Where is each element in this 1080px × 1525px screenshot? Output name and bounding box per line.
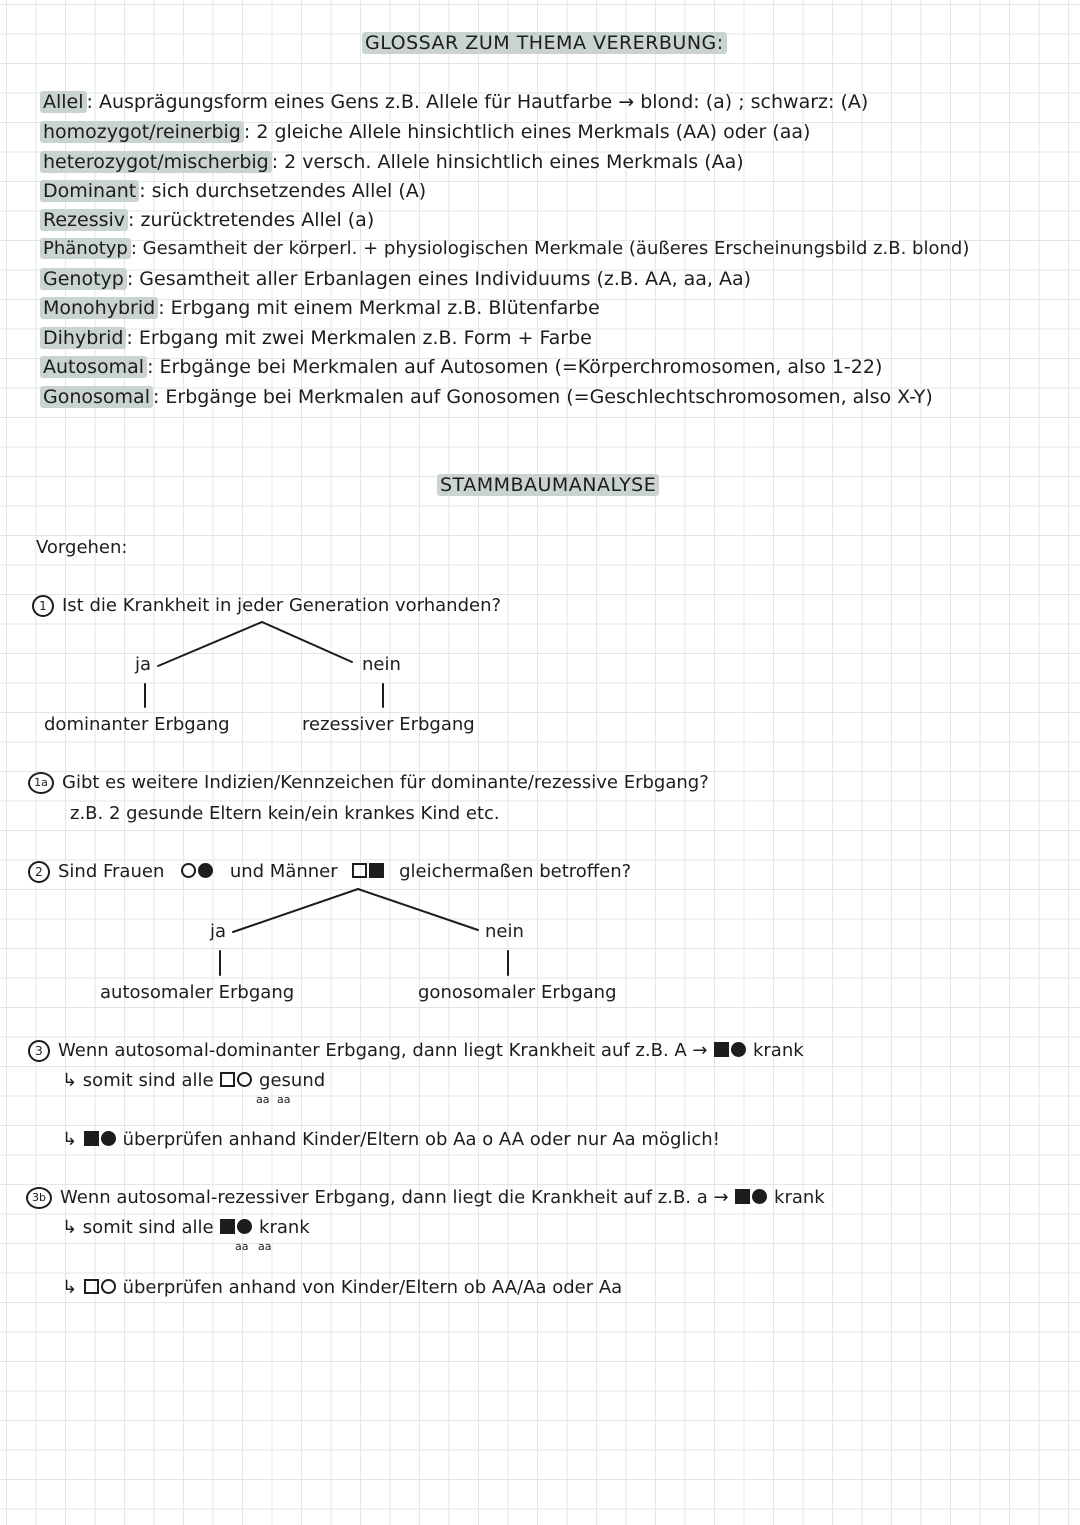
step3-line2: ↳ somit sind alle gesund — [62, 1070, 326, 1091]
glossary-def: Gesamtheit aller Erbanlagen eines Individuums (z.B. AA, aa, Aa) — [139, 268, 752, 290]
genotype-subscript: aa — [258, 1240, 272, 1253]
glossary-term: Rezessiv — [40, 209, 128, 231]
step-number-badge: 3b — [26, 1187, 52, 1209]
glossary-def: Ausprägungsform eines Gens z.B. Allele für Hautfarbe → blond: (a) ; schwarz: (A) — [98, 91, 869, 113]
male-symbols — [351, 861, 385, 882]
glossary-term: Phänotyp — [40, 238, 131, 259]
male-healthy-icon — [220, 1072, 235, 1087]
glossary-entry: Dihybrid : Erbgang mit zwei Merkmalen z.B. Form + Farbe — [40, 327, 592, 349]
female-symbols — [180, 861, 214, 882]
female-healthy-icon — [181, 863, 196, 878]
tree1-branch-yes — [158, 622, 262, 666]
tree2-branch-yes — [233, 889, 358, 932]
glossary-def: Erbgang mit zwei Merkmalen z.B. Form + Farbe — [138, 327, 592, 349]
glossary-def: zurücktretendes Allel (a) — [140, 209, 375, 231]
tree1-branch-no — [262, 622, 352, 662]
male-healthy-icon — [84, 1279, 99, 1294]
glossary-entry: Monohybrid : Erbgang mit einem Merkmal z.B. Blütenfarbe — [40, 297, 600, 319]
genotype-subscript: aa — [277, 1093, 291, 1106]
glossary-entry: Rezessiv : zurücktretendes Allel (a) — [40, 209, 374, 231]
tree2-branch-no — [358, 889, 478, 930]
step2-yes-result: autosomaler Erbgang — [100, 982, 295, 1003]
genotype-subscript: aa — [256, 1093, 270, 1106]
male-affected-icon — [220, 1219, 235, 1234]
glossary-term: Autosomal — [40, 356, 147, 378]
glossary-def: 2 versch. Allele hinsichtlich eines Merkmals (Aa) — [284, 151, 744, 173]
male-affected-icon — [714, 1042, 729, 1057]
female-affected-icon — [731, 1042, 746, 1057]
glossary-title: GLOSSAR ZUM THEMA VERERBUNG: — [362, 32, 727, 54]
male-affected-icon — [84, 1131, 99, 1146]
glossary-entry: Dominant : sich durchsetzendes Allel (A) — [40, 180, 426, 202]
analysis-intro: Vorgehen: — [36, 537, 128, 558]
female-affected-icon — [101, 1131, 116, 1146]
arrow-icon: ↳ — [62, 1277, 78, 1298]
male-affected-icon — [735, 1189, 750, 1204]
glossary-term: heterozygot/mischerbig — [40, 151, 272, 173]
affected-symbols — [219, 1217, 253, 1238]
step2-no-result: gonosomaler Erbgang — [418, 982, 617, 1003]
glossary-term: Monohybrid — [40, 297, 158, 319]
female-affected-icon — [198, 863, 213, 878]
step3b-line3: ↳ überprüfen anhand von Kinder/Eltern ob AA/Aa oder Aa — [62, 1277, 623, 1298]
glossary-def: Erbgänge bei Merkmalen auf Gonosomen (=Geschlechtschromosomen, also X-Y) — [165, 386, 933, 408]
step-number-badge: 2 — [28, 861, 50, 883]
glossary-entry: heterozygot/mischerbig : 2 versch. Allele hinsichtlich eines Merkmals (Aa) — [40, 151, 744, 173]
glossary-entry: homozygot/reinerbig : 2 gleiche Allele hinsichtlich eines Merkmals (AA) oder (aa) — [40, 121, 810, 143]
female-affected-icon — [752, 1189, 767, 1204]
healthy-symbols — [219, 1070, 253, 1091]
glossary-term: Genotyp — [40, 268, 127, 290]
glossary-term: Dihybrid — [40, 327, 126, 349]
genotype-subscript: aa — [235, 1240, 249, 1253]
step3-line1: 3 Wenn autosomal-dominanter Erbgang, dann liegt Krankheit auf z.B. A → krank — [28, 1040, 804, 1062]
glossary-def: Erbgänge bei Merkmalen auf Autosomen (=Körperchromosomen, also 1-22) — [159, 356, 883, 378]
step-number-badge: 1 — [32, 595, 54, 617]
glossary-term: Allel — [40, 91, 87, 113]
male-healthy-icon — [352, 863, 367, 878]
female-healthy-icon — [237, 1072, 252, 1087]
step3-line3: ↳ überprüfen anhand Kinder/Eltern ob Aa o AA oder nur Aa möglich! — [62, 1129, 720, 1150]
glossary-entry: Genotyp : Gesamtheit aller Erbanlagen eines Individuums (z.B. AA, aa, Aa) — [40, 268, 751, 290]
glossary-entry: Phänotyp : Gesamtheit der körperl. + physiologischen Merkmale (äußeres Erscheinungsbild z.B. blond) — [40, 238, 969, 259]
glossary-term: homozygot/reinerbig — [40, 121, 244, 143]
step1-no-result: rezessiver Erbgang — [302, 714, 475, 735]
glossary-def: 2 gleiche Allele hinsichtlich eines Merkmals (AA) oder (aa) — [256, 121, 811, 143]
step3b-line1: 3b Wenn autosomal-rezessiver Erbgang, dann liegt die Krankheit auf z.B. a → krank — [26, 1187, 825, 1209]
glossary-entry: Autosomal : Erbgänge bei Merkmalen auf Autosomen (=Körperchromosomen, also 1-22) — [40, 356, 882, 378]
glossary-def: Gesamtheit der körperl. + physiologischen Merkmale (äußeres Erscheinungsbild z.B. blond) — [142, 238, 970, 259]
glossary-def: sich durchsetzendes Allel (A) — [151, 180, 427, 202]
female-affected-icon — [237, 1219, 252, 1234]
step2-yes-label: ja — [210, 921, 227, 942]
step2-no-label: nein — [485, 921, 524, 942]
step1-question: 1 Ist die Krankheit in jeder Generation vorhanden? — [32, 595, 501, 617]
male-affected-icon — [369, 863, 384, 878]
glossary-def: Erbgang mit einem Merkmal z.B. Blütenfarbe — [170, 297, 600, 319]
glossary-entry: Allel : Ausprägungsform eines Gens z.B. Allele für Hautfarbe → blond: (a) ; schwarz: (A) — [40, 91, 868, 113]
step3b-line2: ↳ somit sind alle krank — [62, 1217, 310, 1238]
step1-yes-result: dominanter Erbgang — [44, 714, 230, 735]
arrow-icon: ↳ — [62, 1129, 78, 1150]
analysis-title: STAMMBAUMANALYSE — [437, 474, 659, 496]
step-number-badge: 3 — [28, 1040, 50, 1062]
step2-question: 2 Sind Frauen und Männer gleichermaßen betroffen? — [28, 861, 631, 883]
female-healthy-icon — [101, 1279, 116, 1294]
glossary-term: Dominant — [40, 180, 139, 202]
glossary-term: Gonosomal — [40, 386, 153, 408]
step1-no-label: nein — [362, 654, 401, 675]
step1a-line2: z.B. 2 gesunde Eltern kein/ein krankes Kind etc. — [70, 803, 500, 824]
step1-yes-label: ja — [135, 654, 152, 675]
step1a-line1: 1a Gibt es weitere Indizien/Kennzeichen für dominante/rezessive Erbgang? — [28, 772, 709, 794]
step-number-badge: 1a — [28, 772, 54, 794]
glossary-entry: Gonosomal : Erbgänge bei Merkmalen auf Gonosomen (=Geschlechtschromosomen, also X-Y) — [40, 386, 933, 408]
